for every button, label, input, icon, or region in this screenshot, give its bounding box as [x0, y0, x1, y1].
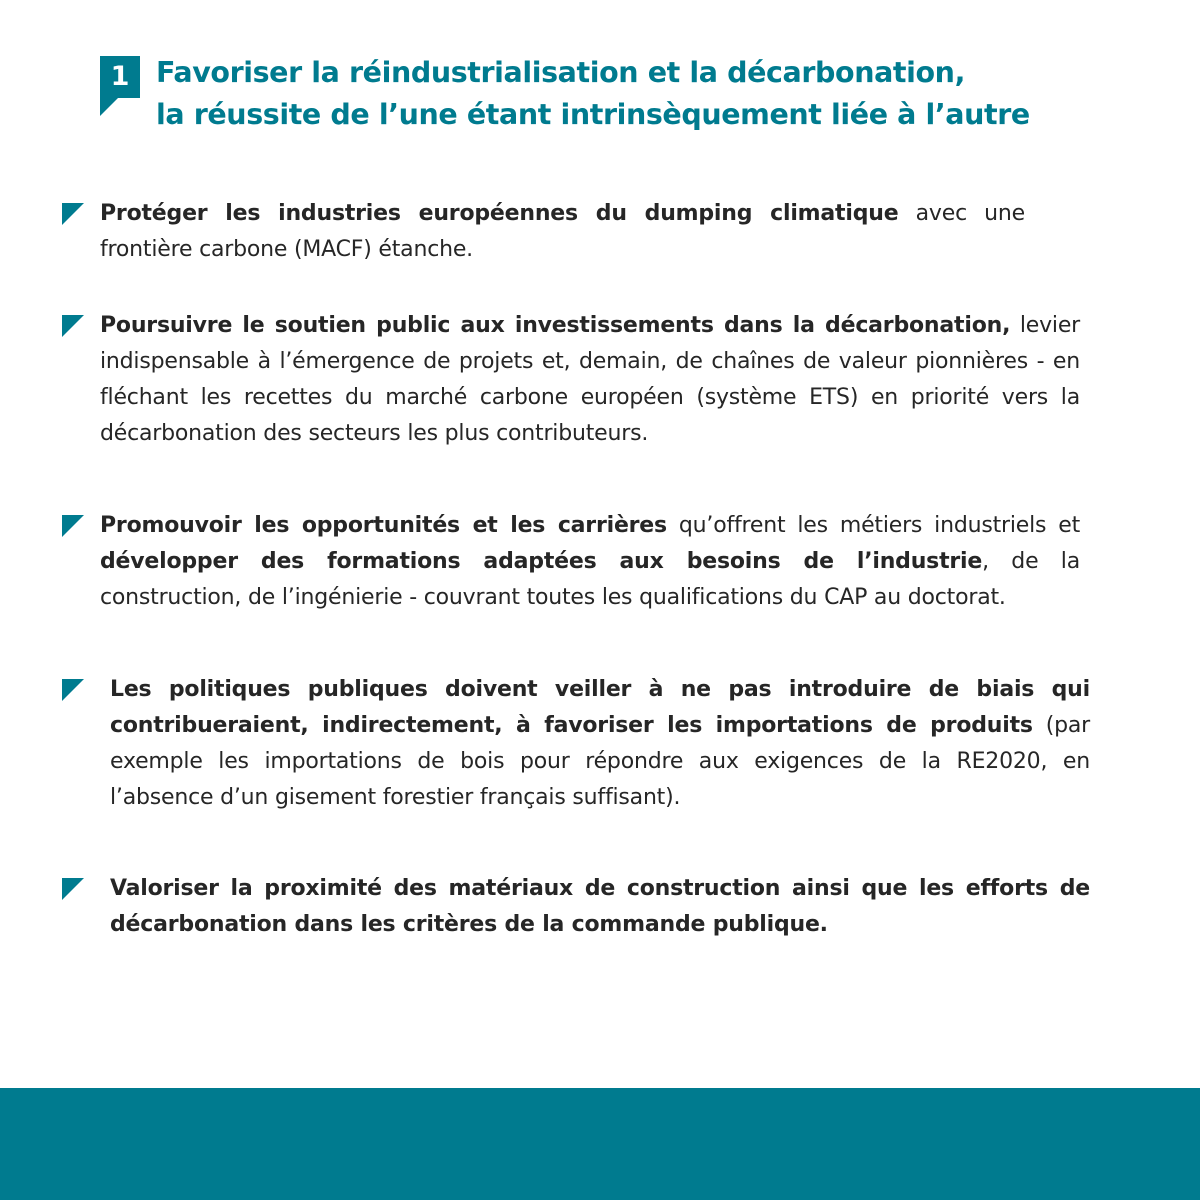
page-title: [156, 52, 1156, 136]
item-text: (par exemple les importations de bois pour répondre aux exigences de la RE2020, en l’absence d’un gisement forestier français suffisant).: [110, 713, 1090, 810]
list-item-text: [110, 871, 1090, 943]
item-text: , de la construction, de l’ingénierie - couvrant toutes les qualifications du CAP au doctorat.: [100, 549, 1080, 610]
title-line-2: la réussite de l’une étant intrinsèquement liée à l’autre: [156, 98, 1030, 131]
footer-band: [0, 1088, 1200, 1200]
item-bold-text: développer des formations adaptées aux besoins de l’industrie: [100, 549, 983, 574]
item-text: avec une frontière carbone (MACF) étanche.: [100, 201, 1025, 262]
triangle-bullet-icon: [62, 878, 84, 900]
triangle-bullet-icon: [62, 315, 84, 337]
list-item-text: [100, 196, 1025, 268]
item-bold-text: Poursuivre le soutien public aux investissements dans la décarbonation,: [100, 313, 1011, 338]
list-item-text: [100, 308, 1080, 452]
item-bold-text: Protéger les industries européennes du dumping climatique: [100, 201, 899, 226]
list-item-text: [110, 672, 1090, 816]
item-text: levier indispensable à l’émergence de projets et, demain, de chaînes de valeur pionnières - en fléchant les recettes du marché carbone européen (système ETS) en priorité vers la décarbonation des secteurs les plus contributeurs.: [100, 313, 1080, 446]
number-badge: [100, 56, 144, 116]
list-item-text: [100, 508, 1080, 616]
section-number: 1: [110, 61, 130, 92]
item-bold-text: Valoriser la proximité des matériaux de construction ainsi que les efforts de décarbonation dans les critères de la commande publique.: [110, 876, 1090, 937]
triangle-bullet-icon: [62, 515, 84, 537]
item-bold-text: Promouvoir les opportunités et les carrières: [100, 513, 667, 538]
item-text: qu’offrent les métiers industriels et: [666, 513, 1080, 538]
triangle-bullet-icon: [62, 203, 84, 225]
title-line-1: Favoriser la réindustrialisation et la décarbonation,: [156, 56, 966, 89]
item-bold-text: Les politiques publiques doivent veiller à ne pas introduire de biais qui contribueraient, indirectement, à favoriser les importations de produits: [110, 677, 1090, 738]
triangle-bullet-icon: [62, 679, 84, 701]
